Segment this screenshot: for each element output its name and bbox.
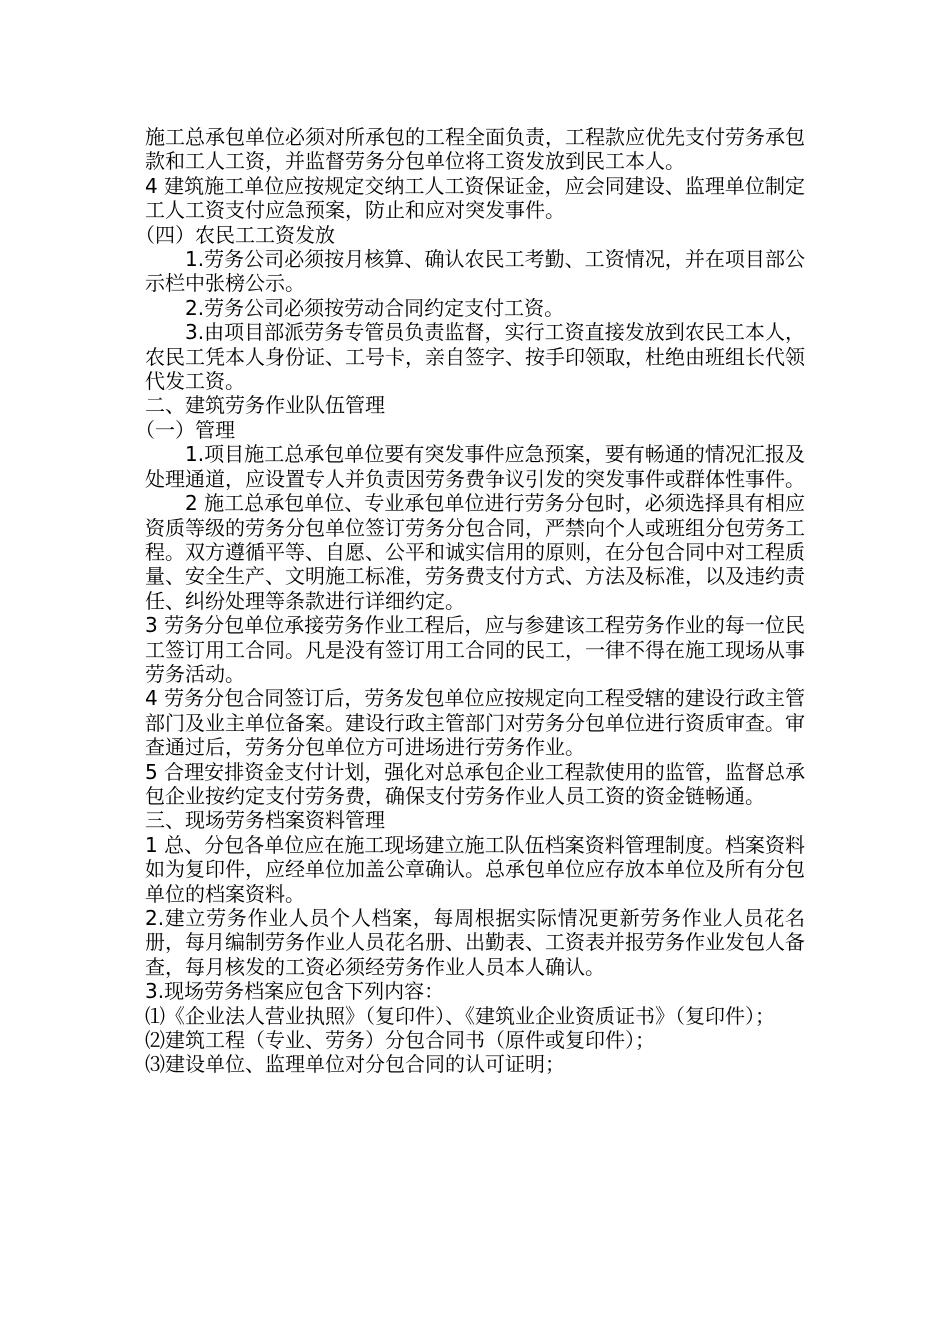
- section-heading-management: （一）管理: [135, 417, 235, 442]
- paragraph-monthly-accounting: 1.劳务公司必须按月核算、确认农民工考勤、工资情况，并在项目部公示栏中张榜公示。: [145, 247, 805, 296]
- paragraph-contract-payment: 2.劳务公司必须按劳动合同约定支付工资。: [185, 295, 565, 320]
- paragraph-fund-plan: 5 合理安排资金支付计划，强化对总承包企业工程款使用的监管，监督总承包企业按约定支付劳务费，确保支付劳务作业人员工资的资金链畅通。: [145, 759, 805, 808]
- paragraph-emergency-plan: 1.项目施工总承包单位要有突发事件应急预案，要有畅通的情况汇报及处理通道，应设置专人并负责因劳务费争议引发的突发事件或群体性事件。: [145, 442, 805, 491]
- paragraph-wage-guarantee: 4 建筑施工单位应按规定交纳工人工资保证金，应会同建设、监理单位制定工人工资支付应急预案，防止和应对突发事件。: [145, 173, 805, 223]
- list-item-business-license: ⑴《企业法人营业执照》（复印件）、《建筑业企业资质证书》（复印件）；: [145, 1003, 775, 1028]
- paragraph-labor-contract: 3 劳务分包单位承接劳务作业工程后，应与参建该工程劳务作业的每一位民工签订用工合同。凡是没有签订用工合同的民工，一律不得在施工现场从事劳务活动。: [145, 613, 805, 686]
- paragraph-subcontracting: 2 施工总承包单位、专业承包单位进行劳务分包时，必须选择具有相应资质等级的劳务分包单位签订劳务分包合同，严禁向个人或班组分包劳务工程。双方遵循平等、自愿、公平和诚实信用的原则，在分包合同中对工程质量、安全生产、文明施工标准，劳务费支付方式、方法及标准，以及违约责任、纠纷处理等条款进行详细约定。: [145, 491, 805, 613]
- list-item-subcontract: ⑵建筑工程（专业、劳务）分包合同书（原件或复印件）；: [145, 1028, 655, 1053]
- paragraph-direct-payment: 3.由项目部派劳务专管员负责监督，实行工资直接发放到农民工本人，农民工凭本人身份证、工号卡，亲自签字、按手印领取，杜绝由班组长代领代发工资。: [145, 320, 805, 394]
- paragraph-personal-files: 2.建立劳务作业人员个人档案，每周根据实际情况更新劳务作业人员花名册，每月编制劳务作业人员花名册、出勤表、工资表并报劳务作业发包人备查，每月核发的工资必须经劳务作业人员本人确认。: [145, 906, 805, 979]
- paragraph-archive-contents: 3.现场劳务档案应包含下列内容：: [145, 979, 445, 1004]
- section-heading-team-management: 二、建筑劳务作业队伍管理: [145, 393, 385, 418]
- paragraph-contract-filing: 4 劳务分包合同签订后，劳务发包单位应按规定向工程受辖的建设行政主管部门及业主单位备案。建设行政主管部门对劳务分包单位进行资质审查。审查通过后，劳务分包单位方可进场进行劳务作业。: [145, 686, 805, 760]
- section-heading-wage-payment: （四）农民工工资发放: [135, 222, 335, 247]
- list-item-approval: ⑶建设单位、监理单位对分包合同的认可证明；: [145, 1052, 565, 1077]
- paragraph-archive-system: 1 总、分包各单位应在施工现场建立施工队伍档案资料管理制度。档案资料如为复印件，应经单位加盖公章确认。总承包单位应存放本单位及所有分包单位的档案资料。: [145, 832, 805, 906]
- section-heading-archives: 三、现场劳务档案资料管理: [145, 808, 385, 833]
- paragraph-contractor-responsibility: 施工总承包单位必须对所承包的工程全面负责，工程款应优先支付劳务承包款和工人工资，并监督劳务分包单位将工资发放到民工本人。: [145, 125, 805, 174]
- document-page: [135, 125, 805, 1077]
